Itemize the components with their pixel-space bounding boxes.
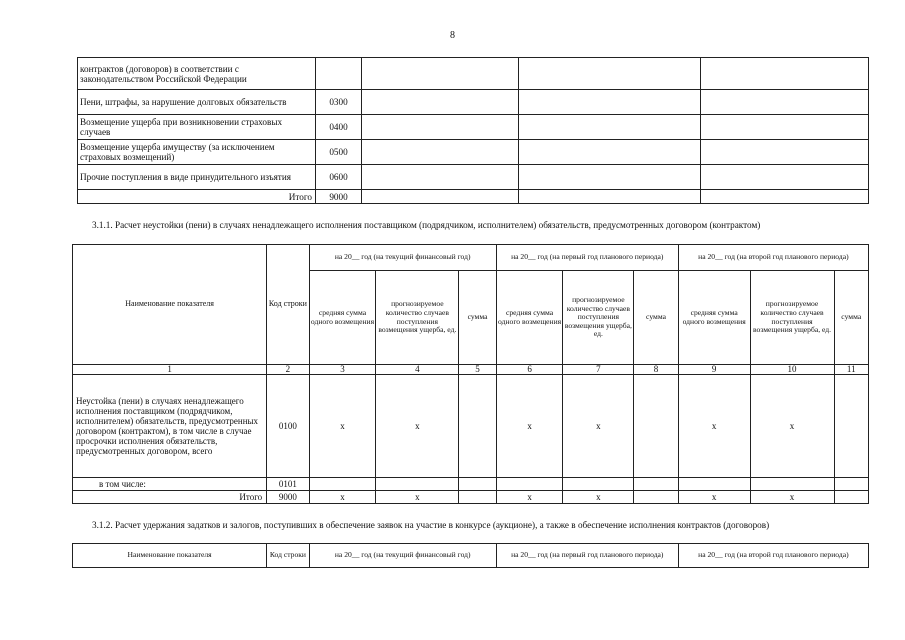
col-number: 8 bbox=[634, 365, 679, 375]
row-code: 0100 bbox=[267, 375, 309, 478]
row-code: 0400 bbox=[316, 115, 362, 140]
x-mark: х bbox=[678, 491, 750, 504]
cell bbox=[678, 478, 750, 491]
col-name-header: Наименование показателя bbox=[73, 544, 267, 568]
cell bbox=[519, 165, 701, 190]
col-code-header: Код строки bbox=[267, 245, 309, 365]
row-code: 0101 bbox=[267, 478, 309, 491]
sub-avg: средняя сумма одного возмещения bbox=[496, 271, 563, 365]
cell bbox=[701, 190, 869, 204]
col-number: 6 bbox=[496, 365, 563, 375]
cell bbox=[496, 478, 563, 491]
x-mark: х bbox=[309, 491, 376, 504]
cell bbox=[701, 58, 869, 90]
cell bbox=[634, 478, 679, 491]
col-number: 10 bbox=[750, 365, 834, 375]
table-row bbox=[78, 115, 869, 140]
sub-sum: сумма bbox=[634, 271, 679, 365]
row-code bbox=[316, 58, 362, 90]
cell bbox=[834, 491, 869, 504]
row-name: в том числе: bbox=[73, 478, 267, 491]
cell bbox=[459, 491, 496, 504]
sub-count: прогнозируемое количество случаев поступления возмещения ущерба, ед. bbox=[750, 271, 834, 365]
cell bbox=[563, 478, 634, 491]
cell bbox=[519, 90, 701, 115]
revenue-table bbox=[77, 57, 869, 204]
header-row bbox=[73, 245, 869, 271]
row-name: Возмещение ущерба при возникновении страховых случаев bbox=[78, 115, 316, 140]
section-311-heading: 3.1.1. Расчет неустойки (пени) в случаях ненадлежащего исполнения поставщиком (подрядчиком, исполнителем) обязательств, предусмотренных договором (контрактом) bbox=[92, 220, 761, 230]
cell bbox=[362, 58, 519, 90]
cell bbox=[701, 115, 869, 140]
cell bbox=[701, 165, 869, 190]
header-row bbox=[73, 544, 869, 568]
table-total-row bbox=[78, 190, 869, 204]
cell bbox=[362, 190, 519, 204]
period-header: на 20__ год (на первый год планового периода) bbox=[496, 245, 678, 271]
x-mark: х bbox=[496, 491, 563, 504]
cell bbox=[701, 140, 869, 165]
sub-sum: сумма bbox=[459, 271, 496, 365]
row-name: Неустойка (пени) в случаях ненадлежащего исполнения поставщиком (подрядчиком, исполнителем) обязательств, предусмотренных договором (контрактом), в том числе в случае просрочки исполнения обязательств, предусмотренных договором, всего bbox=[73, 375, 267, 478]
sub-avg: средняя сумма одного возмещения bbox=[678, 271, 750, 365]
column-numbers-row bbox=[73, 365, 869, 375]
total-label: Итого bbox=[78, 190, 316, 204]
cell bbox=[634, 375, 679, 478]
cell bbox=[834, 478, 869, 491]
cell bbox=[519, 140, 701, 165]
cell bbox=[362, 165, 519, 190]
table-row bbox=[78, 58, 869, 90]
col-number: 1 bbox=[73, 365, 267, 375]
cell bbox=[519, 190, 701, 204]
col-code-header: Код строки bbox=[267, 544, 309, 568]
deposit-retention-table bbox=[72, 543, 869, 568]
total-label: Итого bbox=[73, 491, 267, 504]
table-row bbox=[73, 375, 869, 478]
cell bbox=[362, 115, 519, 140]
total-code: 9000 bbox=[316, 190, 362, 204]
row-name: контрактов (договоров) в соответствии с законодательством Российской Федерации bbox=[78, 58, 316, 90]
section-312-heading: 3.1.2. Расчет удержания задатков и залогов, поступивших в обеспечение заявок на участие в конкурсе (аукционе), а также в обеспечение исполнения контрактов (договоров) bbox=[92, 520, 770, 530]
x-mark: х bbox=[309, 375, 376, 478]
x-mark: х bbox=[563, 375, 634, 478]
row-name: Прочие поступления в виде принудительного изъятия bbox=[78, 165, 316, 190]
cell bbox=[376, 478, 459, 491]
x-mark: х bbox=[496, 375, 563, 478]
x-mark: х bbox=[563, 491, 634, 504]
cell bbox=[701, 90, 869, 115]
period-header: на 20__ год (на текущий финансовый год) bbox=[309, 245, 496, 271]
period-header: на 20__ год (на первый год планового периода) bbox=[496, 544, 678, 568]
table-row bbox=[73, 478, 869, 491]
cell bbox=[519, 58, 701, 90]
sub-count: прогнозируемое количество случаев поступления возмещения ущерба, ед. bbox=[563, 271, 634, 365]
cell bbox=[459, 478, 496, 491]
row-code: 0500 bbox=[316, 140, 362, 165]
cell bbox=[634, 491, 679, 504]
cell bbox=[519, 115, 701, 140]
x-mark: х bbox=[376, 491, 459, 504]
penalty-calculation-table bbox=[72, 244, 869, 504]
cell bbox=[362, 140, 519, 165]
col-number: 3 bbox=[309, 365, 376, 375]
cell bbox=[309, 478, 376, 491]
x-mark: х bbox=[750, 491, 834, 504]
total-code: 9000 bbox=[267, 491, 309, 504]
col-number: 11 bbox=[834, 365, 869, 375]
sub-count: прогнозируемое количество случаев поступления возмещения ущерба, ед. bbox=[376, 271, 459, 365]
period-header: на 20__ год (на текущий финансовый год) bbox=[309, 544, 496, 568]
col-number: 2 bbox=[267, 365, 309, 375]
row-code: 0600 bbox=[316, 165, 362, 190]
period-header: на 20__ год (на второй год планового периода) bbox=[678, 544, 868, 568]
row-name: Пени, штрафы, за нарушение долговых обязательств bbox=[78, 90, 316, 115]
row-code: 0300 bbox=[316, 90, 362, 115]
page-number: 8 bbox=[450, 30, 455, 41]
x-mark: х bbox=[376, 375, 459, 478]
cell bbox=[459, 375, 496, 478]
sub-sum: сумма bbox=[834, 271, 869, 365]
sub-avg: средняя сумма одного возмещения bbox=[309, 271, 376, 365]
period-header: на 20__ год (на второй год планового периода) bbox=[678, 245, 868, 271]
cell bbox=[834, 375, 869, 478]
table-total-row bbox=[73, 491, 869, 504]
col-number: 9 bbox=[678, 365, 750, 375]
col-name-header: Наименование показателя bbox=[73, 245, 267, 365]
cell bbox=[362, 90, 519, 115]
cell bbox=[750, 478, 834, 491]
table-row bbox=[78, 90, 869, 115]
col-number: 4 bbox=[376, 365, 459, 375]
x-mark: х bbox=[750, 375, 834, 478]
x-mark: х bbox=[678, 375, 750, 478]
table-row bbox=[78, 165, 869, 190]
col-number: 7 bbox=[563, 365, 634, 375]
col-number: 5 bbox=[459, 365, 496, 375]
table-row bbox=[78, 140, 869, 165]
row-name: Возмещение ущерба имуществу (за исключением страховых возмещений) bbox=[78, 140, 316, 165]
